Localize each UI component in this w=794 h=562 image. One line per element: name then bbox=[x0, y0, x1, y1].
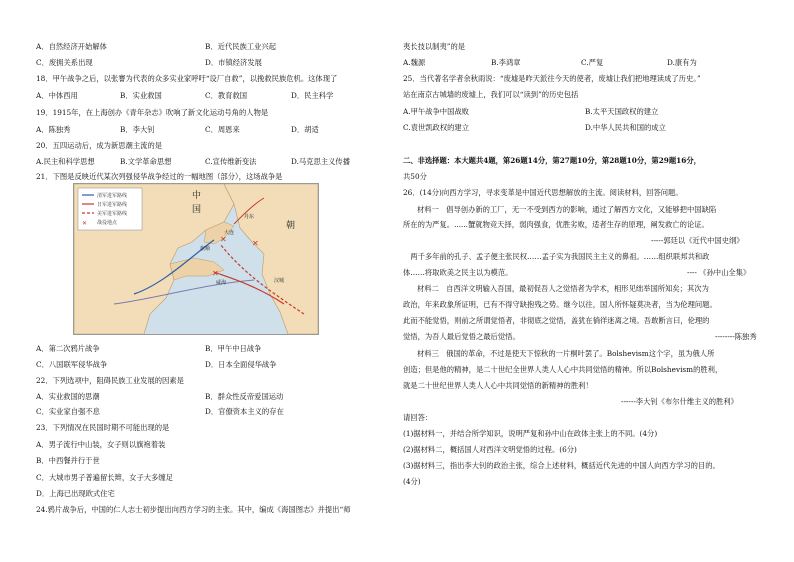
war-map bbox=[73, 183, 319, 335]
material-2-line-1: 材料二 自西洋文明输入吾国，最初促吾人之觉悟者为学术，相形见绌举国所知矣；其次为 bbox=[417, 284, 709, 293]
q19-option-c: C．周恩来 bbox=[205, 125, 240, 134]
material-3-source: ------李大钊《布尔什维主义的胜利》 bbox=[621, 397, 738, 406]
map-label-dandong: 丹东 bbox=[244, 214, 255, 220]
q21-option-b: B．甲午中日战争 bbox=[205, 344, 262, 353]
q18-option-b: B．实业救国 bbox=[120, 91, 162, 100]
q24-continued: 夷长技以制夷”的是 bbox=[403, 42, 466, 51]
q24-option-c: C.严复 bbox=[581, 58, 604, 67]
material-3-line-3: 就是二十世纪世界人类人人心中共同觉悟的新精神的胜利！ bbox=[403, 381, 593, 390]
material-1-line-3: 两千多年前的孔子、孟子便主张民权……孟子实为我国民主主义的鼻祖。……组织联邦共和政 bbox=[403, 252, 710, 261]
q21-stem: 21．下图是反映近代某次列强侵华战争经过的一幅地图（部分），这场战争是 bbox=[36, 172, 283, 181]
q25-stem-1: 25．当代著名学者余秋雨说：“废墟是昨天派往今天的使者，废墟让我们把地理读成了历史。” bbox=[403, 74, 701, 83]
q24-option-b: B.李鸿章 bbox=[491, 58, 521, 67]
q17-option-d: D．市镇经济发展 bbox=[205, 58, 262, 67]
q22-option-b: B．群众性反帝爱国运动 bbox=[205, 392, 284, 401]
section-2-header: 二、非选择题：本大题共4题，第26题14分，第27题10分，第28题10分，第29题16分， bbox=[403, 156, 701, 165]
q25-option-c: C.袁世凯政权的建立 bbox=[403, 123, 470, 132]
section-2-header-cont: 共50分 bbox=[403, 172, 427, 181]
question-prompt: 请回答： bbox=[403, 413, 433, 422]
material-2-line-4: 觉悟，为吾人最后觉悟之最后觉悟。 bbox=[403, 332, 520, 341]
q20-option-a: A.民主和科学思想 bbox=[36, 157, 95, 166]
svg-text:✕: ✕ bbox=[252, 239, 259, 248]
q19-option-a: A．陈独秀 bbox=[36, 125, 71, 134]
sub-question-2: (2)据材料二，概括国人对西洋文明觉悟的过程。(6分) bbox=[403, 445, 577, 454]
q20-stem: 20．五四运动后，成为新思潮主流的是 bbox=[36, 141, 163, 150]
map-label-weihai: 威海 bbox=[216, 280, 227, 286]
q22-option-d: D．官僚资本主义的存在 bbox=[205, 407, 284, 416]
material-1-line-1: 材料一 倡导创办新的工厂，无一不受到西方的影响，通过了解西方文化，又能够把中国缺陷 bbox=[417, 205, 717, 214]
svg-text:✕: ✕ bbox=[220, 235, 227, 244]
q20-option-c: C.宣传维新变法 bbox=[205, 157, 257, 166]
q24-option-d: D.康有为 bbox=[667, 58, 697, 67]
q25-option-d: D.中华人民共和国的成立 bbox=[585, 123, 666, 132]
material-2-line-3: 此而不能觉悟，则前之所谓觉悟者，非彻底之觉悟，盖犹在徜徉迷离之境。吾敢断言曰，伦理的 bbox=[403, 316, 710, 325]
material-1-line-4: 体……将取欧美之民主以为模范。 bbox=[403, 268, 513, 277]
material-1-line-2: 所在的为严复。......蟹就物竞天择，弱肉强食，优胜劣败，适者生存的原理，阐发救亡的论证。 bbox=[403, 220, 709, 229]
q20-option-b: B.文学革命思想 bbox=[120, 157, 172, 166]
q18-option-d: D．民主科学 bbox=[291, 91, 334, 100]
map-label-guo: 国 bbox=[192, 205, 202, 215]
material-1-source-2: ---- 《孙中山全集》 bbox=[687, 268, 751, 277]
map-label-hancheng: 汉城 bbox=[274, 278, 285, 284]
map-label-chao: 朝 bbox=[286, 221, 296, 231]
q23-option-d: D．上海已出现欧式住宅 bbox=[36, 489, 115, 498]
q21-option-c: C．八国联军侵华战争 bbox=[36, 360, 108, 369]
map-label-lvshun: 旅顺 bbox=[200, 246, 211, 252]
q19-stem: 19．1915年，在上海创办《青年杂志》吹响了新文化运动号角的人物是 bbox=[36, 108, 269, 117]
q19-option-b: B．李大钊 bbox=[120, 125, 155, 134]
material-3-line-1: 材料三 俄国的革命，不过是使天下惊秋的一片桐叶罢了。Bolshevism这个字，虽为俄人所 bbox=[417, 349, 715, 358]
q23-option-b: B．中西餐并行于世 bbox=[36, 456, 100, 465]
q23-option-a: A．男子流行中山装，女子则以旗袍着装 bbox=[36, 440, 166, 449]
q23-stem: 23．下列情况在民国时期不可能出现的是 bbox=[36, 423, 170, 432]
q17-option-c: C．废拥关系出现 bbox=[36, 58, 93, 67]
sub-question-1: (1)据材料一，并结合所学知识，说明严复和孙中山在政体主张上的不同。(4分) bbox=[403, 429, 658, 438]
q19-option-d: D．胡适 bbox=[291, 125, 319, 134]
sub-question-3: (3)据材料三，指出李大钊的政治主张，综合上述材料，概括近代先进的中国人向西方学习的目的。 bbox=[403, 461, 720, 470]
war-map-svg bbox=[74, 184, 318, 334]
q22-option-a: A．实业救国的思潮 bbox=[36, 392, 100, 401]
svg-text:✕: ✕ bbox=[82, 220, 88, 227]
q24-stem: 24.鸦片战争后，中国的仁人志士初步提出向西方学习的主张。其中，编成《海国图志》并提出“师 bbox=[36, 505, 351, 514]
sub-question-3-score: (4分) bbox=[403, 477, 421, 486]
q20-option-d: D.马克思主义传播 bbox=[291, 157, 350, 166]
q22-stem: 22．下列选项中，阻碍民族工业发展的因素是 bbox=[36, 376, 184, 385]
legend-2: 日军进军路线 bbox=[97, 202, 128, 208]
legend-3: 美军进军路线 bbox=[97, 211, 128, 217]
material-3-line-2: 创造；但是他的精神，是二十世纪全世界人类人人心中共同觉悟的精神。所以Bolshevism的胜利， bbox=[403, 365, 723, 374]
q26-stem: 26．(14分)向西方学习，寻求变革是中国近代思想解放的主流。阅读材料，回答问题。 bbox=[403, 188, 683, 197]
legend-4: 战役地点 bbox=[97, 220, 118, 226]
q24-option-a: A.魏源 bbox=[403, 58, 426, 67]
legend-1: 清军进军路线 bbox=[97, 193, 128, 199]
q18-stem: 18．甲午战争之后，以张謇为代表的众多实业家呼吁“设厂自救”，以挽救民族危机。这体现了 bbox=[36, 74, 338, 83]
material-1-source: -----郭廷以《近代中国史纲》 bbox=[651, 236, 744, 245]
material-2-source: --------陈独秀 bbox=[715, 332, 757, 341]
map-label-dalian: 大连 bbox=[224, 230, 235, 236]
q25-stem-2: 站在南京古城墙的废墟上，我们可以“读到”的历史包括 bbox=[403, 90, 579, 99]
q22-option-c: C．实业家自强不息 bbox=[36, 407, 100, 416]
map-label-zhong: 中 bbox=[192, 191, 202, 201]
material-2-line-2: 政治，年来政象所证明，已有不得守缺抱残之势。继今以往，国人所怀疑莫决者，当为伦理问题。 bbox=[403, 300, 717, 309]
q18-option-a: A．中体西用 bbox=[36, 91, 78, 100]
q18-option-c: C．教育救国 bbox=[205, 91, 248, 100]
q21-option-d: D．日本全面侵华战争 bbox=[205, 360, 277, 369]
q17-option-a: A．自然经济开始解体 bbox=[36, 42, 107, 51]
svg-text:✕: ✕ bbox=[212, 269, 219, 278]
q21-option-a: A．第二次鸦片战争 bbox=[36, 344, 100, 353]
q23-option-c: C．大城市男子普遍留长辫，女子大多缠足 bbox=[36, 473, 173, 482]
q17-option-b: B．近代民族工业兴起 bbox=[205, 42, 277, 51]
q25-option-a: A.甲午战争中国战败 bbox=[403, 107, 469, 116]
q25-option-b: B.太平天国政权的建立 bbox=[585, 107, 659, 116]
